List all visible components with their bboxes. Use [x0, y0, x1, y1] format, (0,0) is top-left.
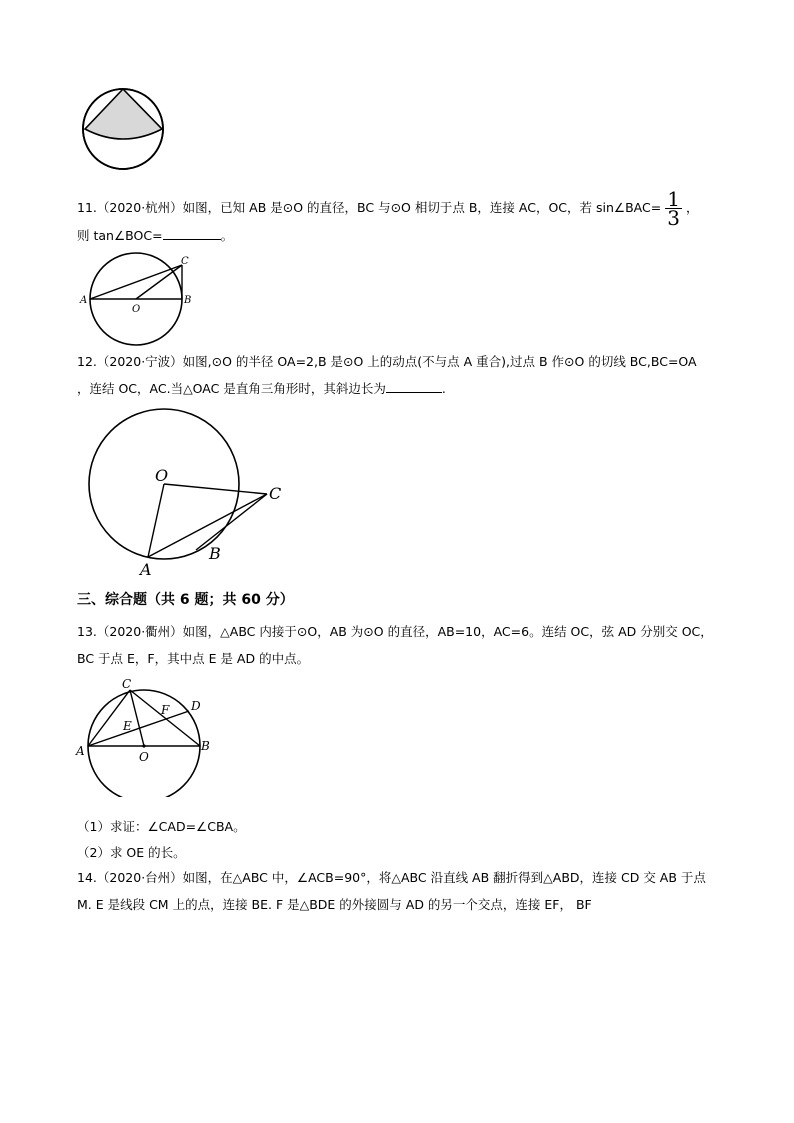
figure-q11: [78, 252, 198, 352]
q12-label-O: O: [155, 466, 169, 485]
q13-line1: [77, 623, 713, 641]
figure-q12: [76, 405, 294, 581]
q13-label-D: D: [191, 699, 201, 713]
figure-shaded-circle: [80, 86, 170, 174]
q11-text-a: 11.（2020·杭州）如图，已知 AB 是⊙O 的直径，BC 与⊙O 相切于点 B，连接 AC，OC，若 sin∠BAC=: [77, 200, 662, 215]
q11-frac-numerator: 1: [667, 187, 680, 211]
q12-answer-blank: [386, 380, 442, 393]
q13-label-F: F: [161, 703, 170, 717]
q12-label-C: C: [269, 484, 282, 503]
q13-label-E: E: [123, 719, 132, 733]
q12-line1: [77, 353, 697, 371]
q13-part1: （1）求证：∠CAD=∠CBA。: [77, 819, 246, 834]
q11-line2: [77, 227, 233, 245]
figure-q13: [74, 677, 214, 797]
q11-label-C: C: [181, 256, 189, 267]
q11-label-B: B: [184, 295, 192, 306]
q11-answer-blank: [163, 227, 221, 240]
q13-label-O: O: [139, 750, 149, 764]
q14-line2-text: M. E 是线段 CM 上的点，连接 BE. F 是△BDE 的外接圆与 AD 的另一个交点，连接 EF， BF: [77, 897, 592, 912]
q11-line2-text: 则 tan∠BOC=: [77, 228, 163, 243]
q13-line2: [77, 650, 309, 668]
q13-part2: （2）求 OE 的长。: [77, 845, 186, 860]
q11-label-A: A: [80, 295, 88, 306]
q13-label-B: B: [201, 739, 210, 753]
q12-line2-end: .: [441, 381, 446, 396]
q11-line2-end: 。: [220, 228, 234, 243]
section3-title: 三、综合题（共 6 题；共 60 分）: [77, 592, 294, 608]
q11-text-b: ，: [685, 200, 699, 215]
q13-label-C: C: [122, 677, 132, 691]
q12-line1-text: 12.（2020·宁波）如图,⊙O 的半径 OA=2,B 是⊙O 上的动点(不与点 A 重合),过点 B 作⊙O 的切线 BC,BC=OA: [77, 354, 697, 369]
q14-line1-text: 14.（2020·台州）如图，在△ABC 中，∠ACB=90°，将△ABC 沿直线 AB 翻折得到△ABD，连接 CD 交 AB 于点: [77, 870, 706, 885]
q13-line1-text: 13.（2020·衢州）如图，△ABC 内接于⊙O，AB 为⊙O 的直径，AB=10，AC=6。连结 OC，弦 AD 分别交 OC，: [77, 624, 713, 639]
q13-line2-text: BC 于点 E，F，其中点 E 是 AD 的中点。: [77, 651, 310, 666]
q14-line2: [77, 896, 592, 914]
q12-label-A: A: [140, 560, 152, 579]
q14-line1: [77, 869, 706, 887]
q11-line1: [77, 187, 699, 230]
q11-label-O: O: [132, 304, 141, 315]
q12-line2: [77, 380, 446, 398]
q12-line2-text: ，连结 OC，AC.当△OAC 是直角三角形时，其斜边长为: [77, 381, 386, 396]
q12-label-B: B: [209, 544, 221, 563]
q11-fraction: [665, 187, 682, 230]
q13-label-A: A: [76, 744, 85, 758]
q11-frac-denominator: 3: [667, 206, 680, 230]
